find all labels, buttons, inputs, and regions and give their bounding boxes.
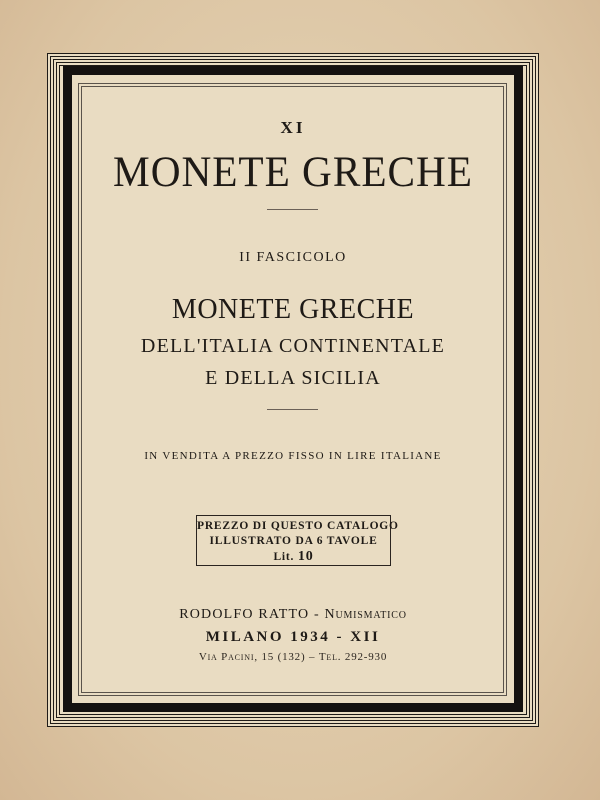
tel-number: 292-930	[344, 651, 388, 663]
tel-label: Tel.	[318, 651, 342, 663]
address-number: 15 (132)	[261, 651, 306, 663]
price-line3	[197, 549, 390, 565]
address-dash: –	[309, 651, 316, 663]
publisher-profession: Numismatico	[324, 607, 407, 622]
main-title: MONETE GRECHE	[113, 149, 473, 196]
price-amount: 10	[297, 549, 314, 564]
price-box	[196, 515, 399, 566]
address-comma: ,	[254, 651, 258, 663]
publisher-name: RODOLFO RATTO	[179, 607, 310, 622]
series-number: XI	[280, 118, 306, 137]
separator-rule	[267, 209, 318, 210]
city-date: MILANO 1934 - XII	[205, 629, 381, 645]
publisher-line	[84, 607, 502, 623]
price-line2: ILLUSTRATO DA 6 TAVOLE	[209, 535, 378, 547]
fascicle-label: II FASCICOLO	[239, 250, 347, 265]
price-line1: PREZZO DI QUESTO CATALOGO	[197, 520, 399, 532]
address-line	[84, 651, 502, 663]
address-street: Via Pacini	[198, 651, 255, 663]
sale-note: IN VENDITA A PREZZO FISSO IN LIRE ITALIANE	[144, 450, 442, 462]
subtitle-line1: MONETE GRECHE	[171, 294, 415, 325]
price-currency: Lit.	[273, 551, 295, 563]
separator-rule	[267, 409, 318, 410]
subtitle-line2: DELL'ITALIA CONTINENTALE	[140, 335, 446, 357]
cover-content	[84, 88, 502, 690]
subtitle-line3: E DELLA SICILIA	[205, 367, 381, 389]
publisher-separator: -	[313, 607, 320, 622]
